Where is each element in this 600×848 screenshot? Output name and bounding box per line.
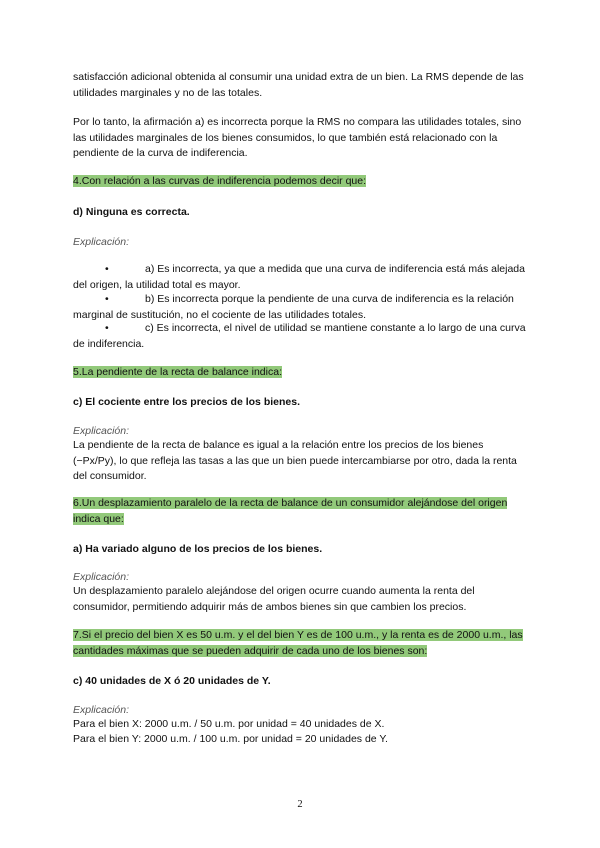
explanation-label-4: Explicación: [73, 236, 130, 248]
explanation-label-7: Explicación: [73, 704, 130, 716]
bullet-item-a [73, 262, 527, 293]
explanation-7-line-2: Para el bien Y: 2000 u.m. / 100 u.m. por unidad = 20 unidades de Y. [73, 733, 388, 745]
bullet-text: a) Es incorrecta, ya que a medida que una curva de indiferencia está más alejada del origen, la utilidad total es mayor. [73, 263, 525, 291]
intro-paragraph-2: Por lo tanto, la afirmación a) es incorrecta porque la RMS no compara las utilidades totales, sino las utilidades marginales de los bienes consumidos, lo que también está relacionado con la pendiente de la curva de indiferencia. [73, 116, 522, 159]
bullet-dot: • [105, 322, 109, 334]
explanation-label-5: Explicación: [73, 425, 130, 437]
answer-7: c) 40 unidades de X ó 20 unidades de Y. [73, 675, 271, 687]
page-number: 2 [297, 799, 303, 810]
question-4-highlight: 4.Con relación a las curvas de indiferencia podemos decir que: [73, 175, 367, 187]
question-5-highlight: 5.La pendiente de la recta de balance indica: [73, 366, 282, 378]
answer-5: c) El cociente entre los precios de los bienes. [73, 396, 300, 408]
explanation-6: Un desplazamiento paralelo alejándose del origen ocurre cuando aumenta la renta del consumidor, permitiendo adquirir más de ambos bienes sin que cambien los precios. [73, 585, 475, 613]
explanation-7-line-1: Para el bien X: 2000 u.m. / 50 u.m. por unidad = 40 unidades de X. [73, 718, 385, 730]
question-6 [73, 496, 527, 527]
bullet-item-b [73, 292, 527, 323]
bullet-dot: • [105, 263, 109, 275]
answer-4: d) Ninguna es correcta. [73, 206, 190, 218]
question-7 [73, 628, 527, 659]
bullet-list-4 [73, 262, 527, 352]
bullet-text: b) Es incorrecta porque la pendiente de una curva de indiferencia es la relación marginal de sustitución, no el cociente de las utilidades totales. [73, 293, 514, 321]
intro-paragraph-1: satisfacción adicional obtenida al consumir una unidad extra de un bien. La RMS depende de las utilidades marginales y no de las totales. [73, 71, 524, 99]
explanation-5: La pendiente de la recta de balance es igual a la relación entre los precios de los bienes (−Px/Py), lo que refleja las tasas a las que un bien puede intercambiarse por otro, dada la renta del consumidor. [73, 439, 517, 482]
bullet-item-c [73, 321, 527, 352]
question-6-highlight: 6.Un desplazamiento paralelo de la recta de balance de un consumidor alejándose del origen indica que: [73, 497, 508, 525]
bullet-dot: • [105, 293, 109, 305]
question-4 [73, 174, 527, 190]
question-5 [73, 365, 527, 381]
bullet-text: c) Es incorrecta, el nivel de utilidad se mantiene constante a lo largo de una curva de indiferencia. [73, 322, 526, 350]
answer-6: a) Ha variado alguno de los precios de los bienes. [73, 543, 323, 555]
explanation-label-6: Explicación: [73, 571, 130, 583]
question-7-highlight: 7.Si el precio del bien X es 50 u.m. y el del bien Y es de 100 u.m., y la renta es de 2000 u.m., las cantidades máximas que se pueden adquirir de cada uno de los bienes son: [73, 629, 523, 657]
